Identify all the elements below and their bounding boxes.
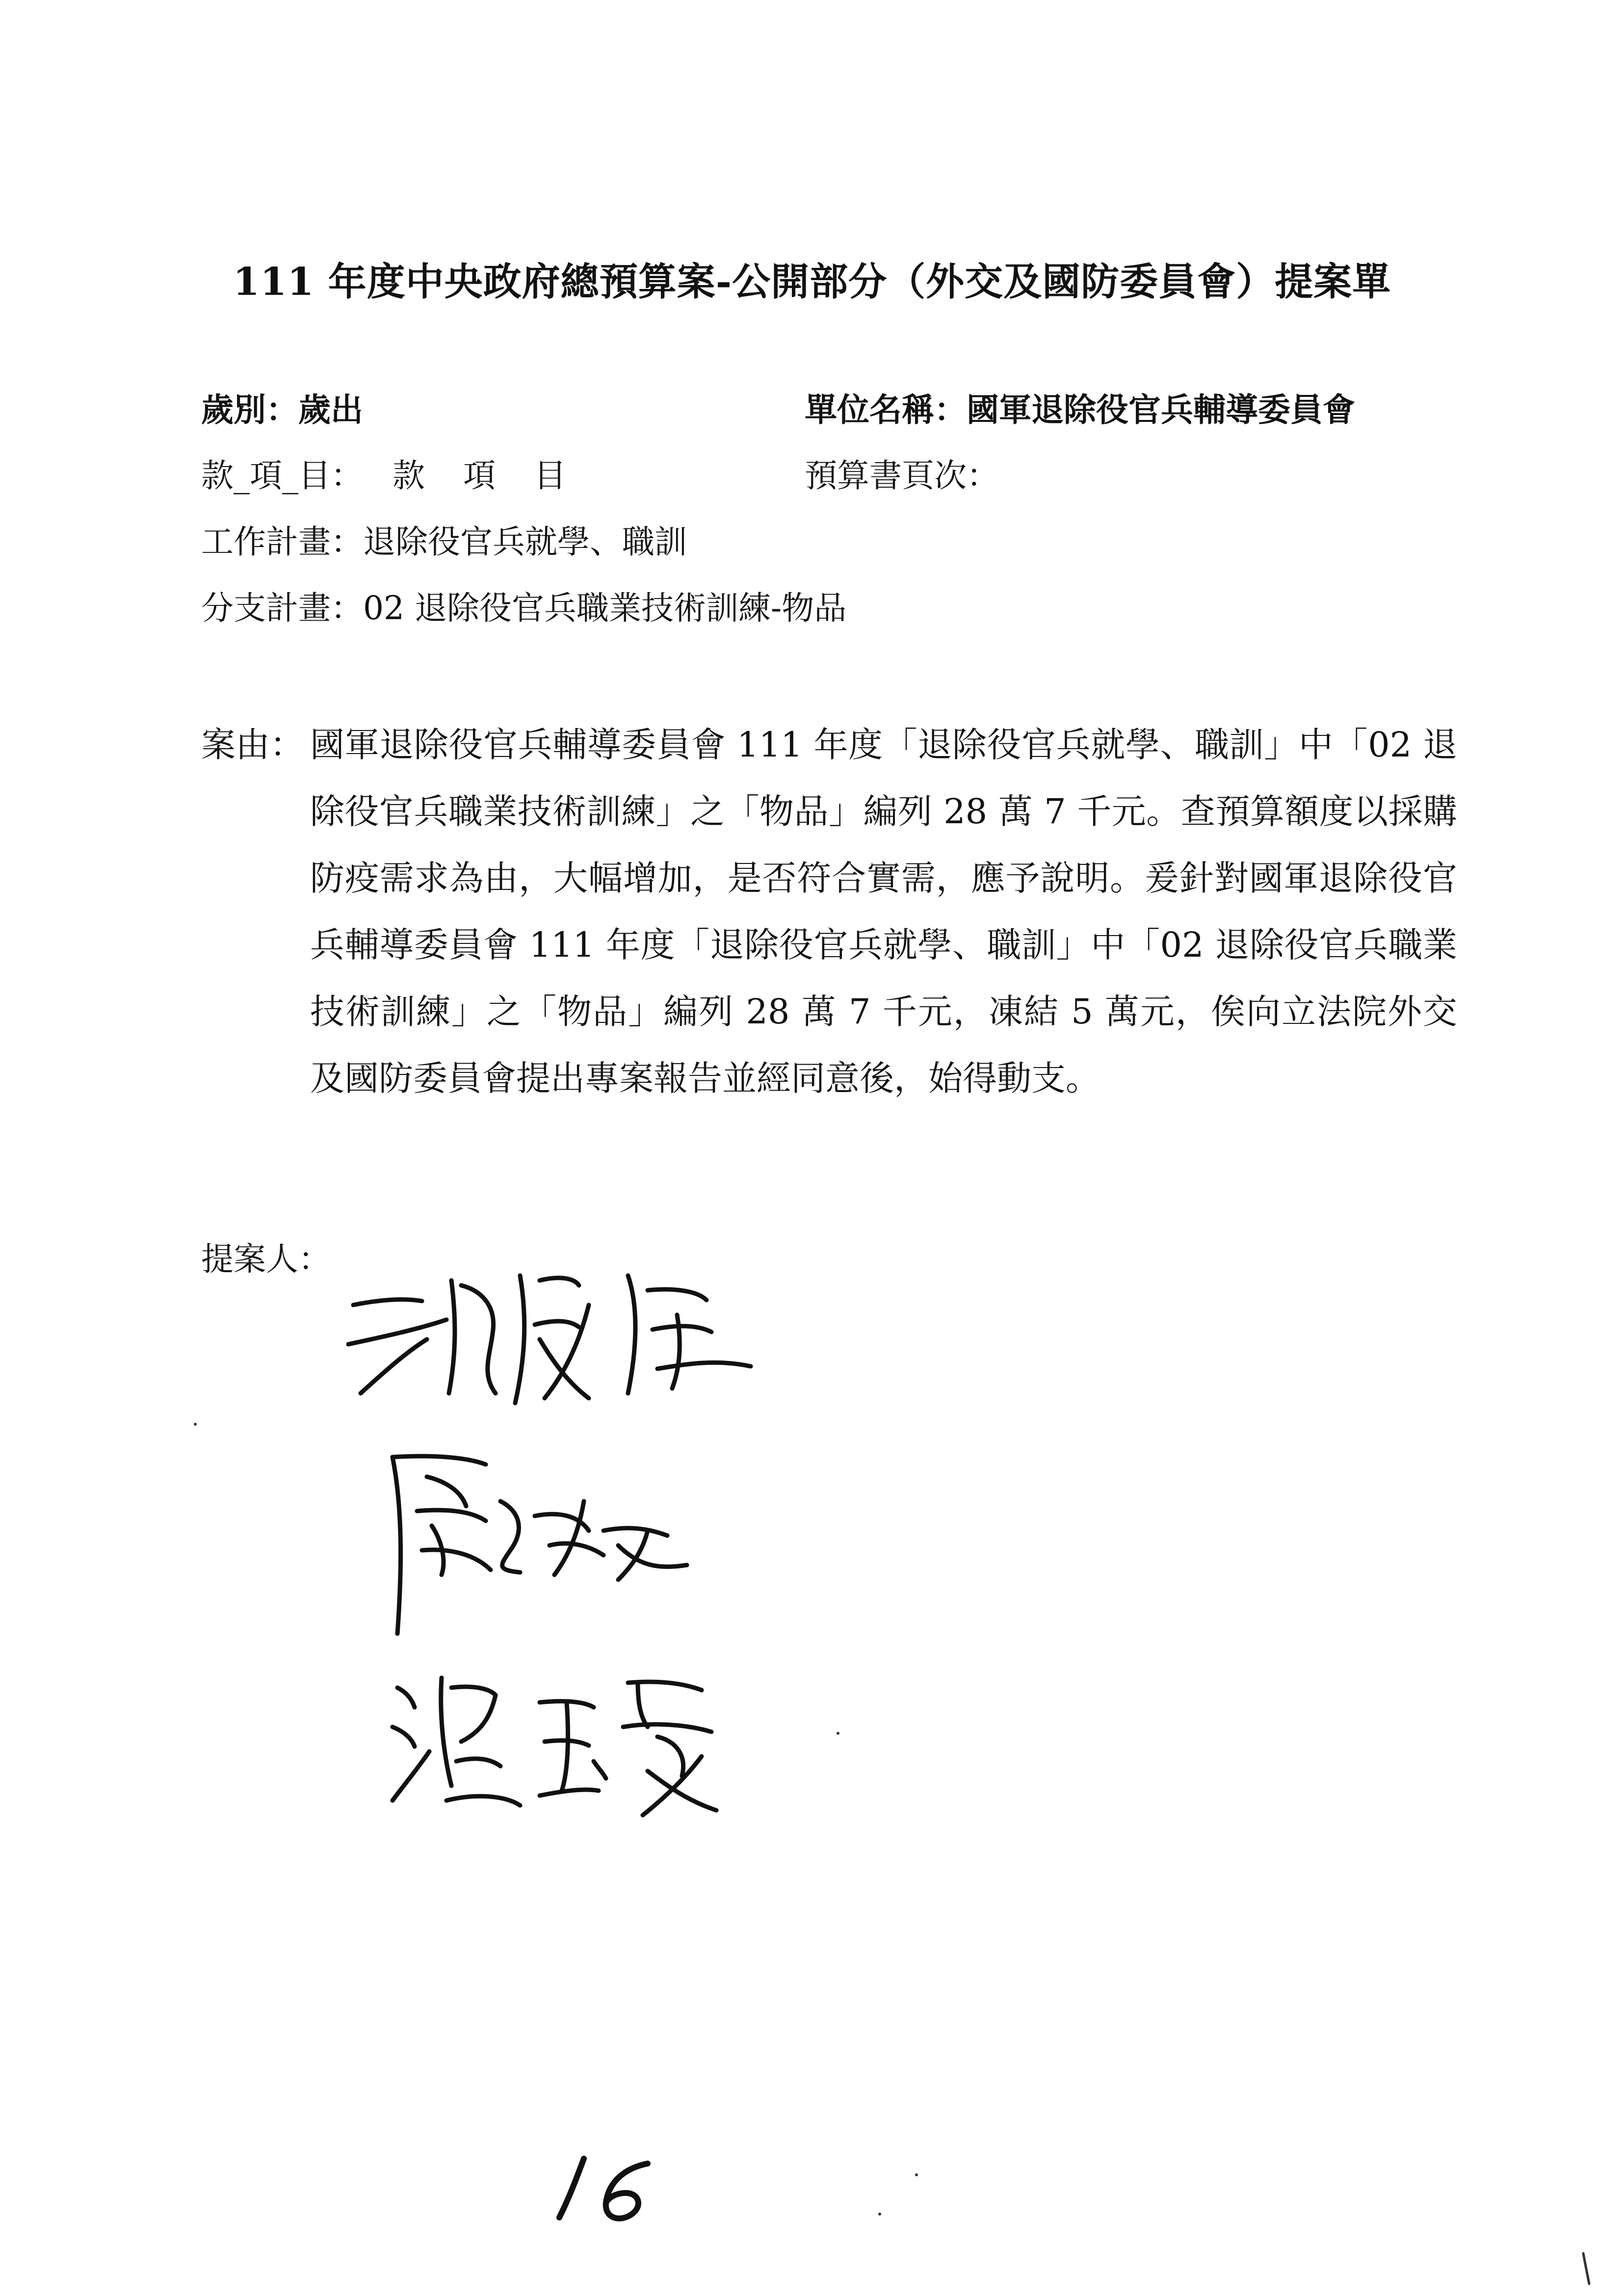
handwritten-page-number	[550, 2149, 667, 2227]
signature-1	[334, 1246, 775, 1423]
work-plan-line: 工作計畫：退除役官兵就學、職訓	[201, 523, 687, 561]
scan-speck	[915, 2173, 918, 2176]
reason-block	[201, 711, 1457, 1112]
item-label: 款_項_目：	[201, 457, 363, 495]
scan-speck	[878, 2213, 881, 2216]
signature-3	[383, 1658, 736, 1825]
page-ref-line: 預算書頁次：	[805, 457, 999, 495]
item-words	[393, 457, 604, 495]
reason-label: 案由：	[201, 725, 304, 765]
item-word-kuan: 款	[393, 457, 425, 495]
document-title: 111 年度中央政府總預算案-公開部分（外交及國防委員會）提案單	[233, 260, 1391, 304]
signature-2	[373, 1437, 726, 1644]
item-word-xiang: 項	[463, 457, 496, 495]
reason-text: 國軍退除役官兵輔導委員會 111 年度「退除役官兵就學、職訓」中「02 退除役官兵職業技術訓練」之「物品」編列 28 萬 7 千元。查預算額度以採購防疫需求為由，大幅增加，是否符合實需，應予說明。爰針對國軍退除役官兵輔導委員會 111 年度「退除役官兵就學、職訓」中「02 退除役官兵職業技術訓練」之「物品」編列 28 萬 7 千元，凍結 5 萬元，俟向立法院外交及國防委員會提出專案報告並經同意後，始得動支。	[310, 725, 1457, 1098]
scan-speck	[837, 1732, 839, 1735]
sub-plan-line: 分支計畫：02 退除役官兵職業技術訓練-物品	[201, 589, 847, 627]
edge-mark	[1577, 2249, 1597, 2289]
proposer-label: 提案人：	[201, 1240, 331, 1278]
item-word-mu: 目	[534, 457, 566, 495]
scan-speck	[194, 1423, 197, 1426]
category-line: 歲別：歲出	[201, 391, 363, 429]
unit-name-line: 單位名稱：國軍退除役官兵輔導委員會	[805, 391, 1355, 429]
item-line	[201, 454, 604, 498]
